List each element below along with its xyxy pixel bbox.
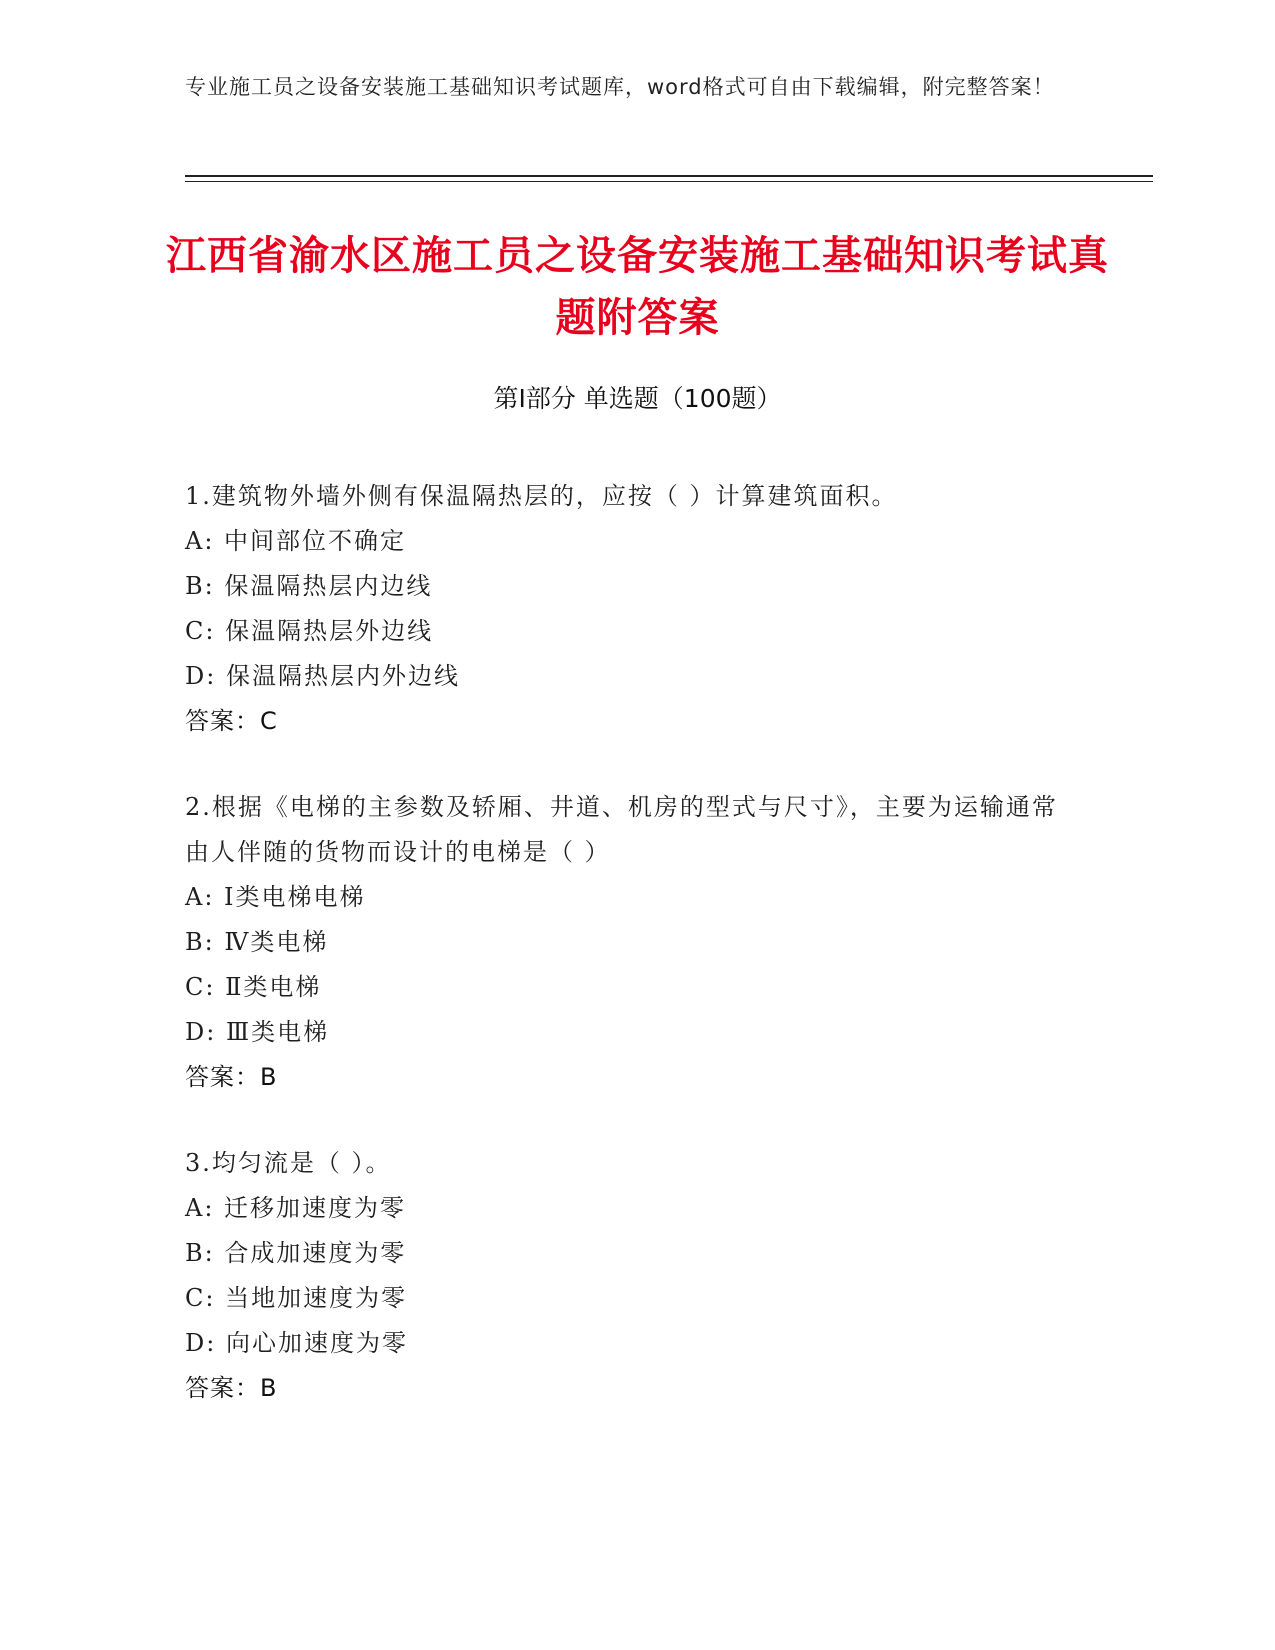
answer: 答案：B bbox=[185, 1063, 278, 1091]
option-d: D: 向心加速度为零 bbox=[185, 1329, 408, 1357]
question-2 bbox=[185, 785, 1065, 1100]
option-b: B: Ⅳ类电梯 bbox=[185, 928, 329, 956]
option-a: A: 中间部位不确定 bbox=[185, 527, 407, 555]
option-c: C: 当地加速度为零 bbox=[185, 1284, 408, 1312]
header-rule-thick bbox=[185, 175, 1153, 177]
option-d: D: Ⅲ类电梯 bbox=[185, 1018, 330, 1046]
question-stem: 1.建筑物外墙外侧有保温隔热层的，应按（ ）计算建筑面积。 bbox=[185, 482, 898, 510]
question-stem: 3.均匀流是（ ）。 bbox=[185, 1149, 392, 1177]
question-1 bbox=[185, 474, 1065, 744]
option-d: D: 保温隔热层内外边线 bbox=[185, 662, 460, 690]
header-note: 专业施工员之设备安装施工基础知识考试题库，word格式可自由下载编辑，附完整答案！ bbox=[185, 75, 1055, 99]
question-3 bbox=[185, 1141, 1065, 1411]
option-a: A: 迁移加速度为零 bbox=[185, 1194, 407, 1222]
header-rule-thin bbox=[185, 181, 1153, 182]
answer: 答案：B bbox=[185, 1374, 278, 1402]
question-stem: 2.根据《电梯的主参数及轿厢、井道、机房的型式与尺寸》，主要为运输通常由人伴随的货物而设计的电梯是（ ） bbox=[185, 793, 1058, 866]
option-c: C: Ⅱ类电梯 bbox=[185, 973, 322, 1001]
section-heading: 第I部分 单选题（100题） bbox=[493, 384, 782, 413]
option-b: B: 保温隔热层内边线 bbox=[185, 572, 433, 600]
option-c: C: 保温隔热层外边线 bbox=[185, 617, 434, 645]
question-list bbox=[185, 474, 1065, 1452]
option-a: A: Ⅰ类电梯电梯 bbox=[185, 883, 366, 911]
answer: 答案：C bbox=[185, 707, 278, 735]
document-title: 江西省渝水区施工员之设备安装施工基础知识考试真题附答案 bbox=[166, 233, 1109, 341]
option-b: B: 合成加速度为零 bbox=[185, 1239, 407, 1267]
